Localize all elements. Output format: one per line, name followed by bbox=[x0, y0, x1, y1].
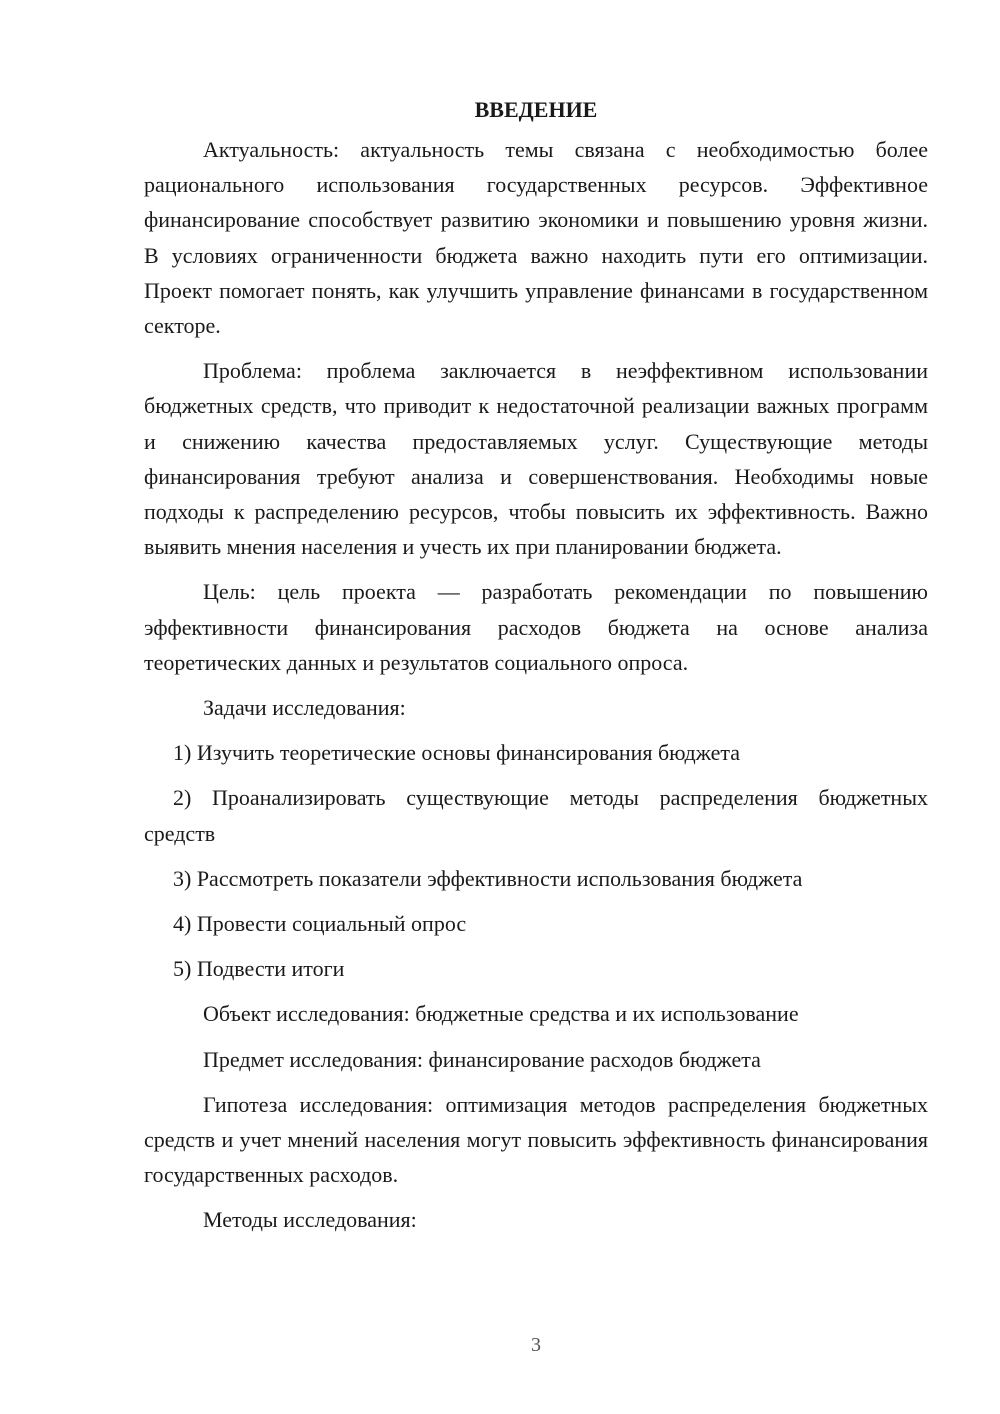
task-item-3: 3) Рассмотреть показатели эффективности использования бюджета bbox=[173, 865, 803, 891]
task-item-2: 2) Проанализировать существующие методы распределения бюджетных средств bbox=[144, 785, 928, 846]
paragraph-object: Объект исследования: бюджетные средства и их использование bbox=[203, 1001, 799, 1027]
paragraph-goal: Цель: цель проекта — разработать рекомендации по повышению эффективности финансирования расходов бюджета на основе анализа теоретических данных и результатов социального опроса. bbox=[144, 579, 928, 675]
section-title: ВВЕДЕНИЕ bbox=[474, 97, 598, 122]
paragraph-problem: Проблема: проблема заключается в неэффективном использовании бюджетных средств, что приводит к недостаточной реализации важных программ и снижению качества предоставляемых услуг. Существующие методы финансирования требуют анализа и совершенствования. Необходимы новые подходы к распределению ресурсов, чтобы повысить их эффективность. Важно выявить мнения населения и учесть их при планировании бюджета. bbox=[144, 358, 928, 560]
paragraph-relevance: Актуальность: актуальность темы связана с необходимостью более рационального использования государственных ресурсов. Эффективное финансирование способствует развитию экономики и повышению уровня жизни. В условиях ограниченности бюджета важно находить пути его оптимизации. Проект помогает понять, как улучшить управление финансами в государственном секторе. bbox=[144, 137, 928, 339]
document-page bbox=[144, 92, 928, 1248]
task-item-5: 5) Подвести итоги bbox=[173, 956, 345, 982]
paragraph-methods: Методы исследования: bbox=[203, 1207, 417, 1233]
task-item-4: 4) Провести социальный опрос bbox=[173, 911, 467, 937]
page-number: 3 bbox=[531, 1334, 541, 1356]
paragraph-hypothesis: Гипотеза исследования: оптимизация методов распределения бюджетных средств и учет мнений населения могут повысить эффективность финансирования государственных расходов. bbox=[144, 1091, 928, 1188]
paragraph-subject: Предмет исследования: финансирование расходов бюджета bbox=[203, 1046, 761, 1072]
paragraph-tasks-heading: Задачи исследования: bbox=[203, 695, 406, 721]
task-item-1: 1) Изучить теоретические основы финансирования бюджета bbox=[173, 740, 741, 766]
